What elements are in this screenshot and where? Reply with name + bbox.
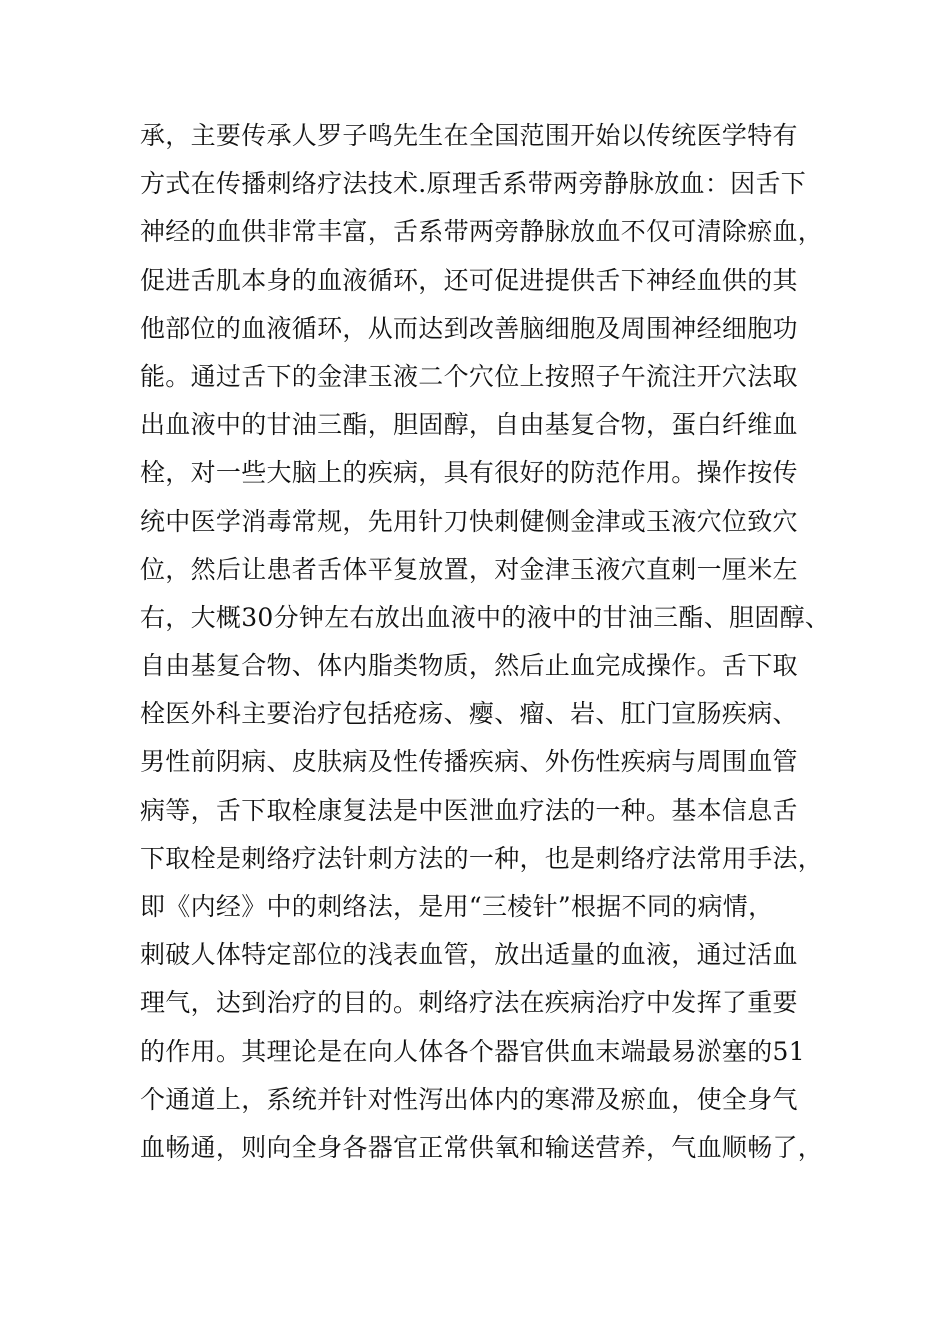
text-line: 病等，舌下取栓康复法是中医泄血疗法的一种。基本信息舌 xyxy=(140,795,798,825)
text-line: 方式在传播刺络疗法技术.原理舌系带两旁静脉放血：因舌下 xyxy=(140,169,807,199)
text-line: 栓医外科主要治疗包括疮疡、瘿、瘤、岩、肛门宣肠疾病、 xyxy=(140,699,798,729)
text-line: 位，然后让患者舌体平复放置，对金津玉液穴直刺一厘米左 xyxy=(140,554,798,584)
text-line: 下取栓是刺络疗法针刺方法的一种，也是刺络疗法常用手法， xyxy=(140,843,824,873)
text-line: 男性前阴病、皮肤病及性传播疾病、外伤性疾病与周围血管 xyxy=(140,747,798,777)
text-line: 血畅通，则向全身各器官正常供氧和输送营养，气血顺畅了， xyxy=(140,1132,824,1162)
text-line: 促进舌肌本身的血液循环，还可促进提供舌下神经血供的其 xyxy=(140,265,798,295)
text-line: 的作用。其理论是在向人体各个器官供血末端最易淤塞的51 xyxy=(140,1036,805,1066)
body-text xyxy=(140,112,840,1172)
text-line: 自由基复合物、体内脂类物质，然后止血完成操作。舌下取 xyxy=(140,651,798,681)
text-line: 统中医学消毒常规，先用针刀快刺健侧金津或玉液穴位致穴 xyxy=(140,506,798,536)
text-line: 他部位的血液循环，从而达到改善脑细胞及周围神经细胞功 xyxy=(140,313,798,343)
text-line: 能。通过舌下的金津玉液二个穴位上按照子午流注开穴法取 xyxy=(140,361,798,391)
text-line: 即《内经》中的刺络法，是用“三棱针”根据不同的病情， xyxy=(140,892,774,921)
text-line: 理气，达到治疗的目的。刺络疗法在疾病治疗中发挥了重要 xyxy=(140,988,798,1018)
text-line: 个通道上，系统并针对性泻出体内的寒滞及瘀血，使全身气 xyxy=(140,1084,798,1114)
text-line: 承，主要传承人罗子鸣先生在全国范围开始以传统医学特有 xyxy=(140,121,798,150)
text-line: 出血液中的甘油三酯，胆固醇，自由基复合物，蛋白纤维血 xyxy=(140,410,798,440)
text-line: 刺破人体特定部位的浅表血管，放出适量的血液，通过活血 xyxy=(140,940,798,970)
text-line: 神经的血供非常丰富，舌系带两旁静脉放血不仅可清除瘀血， xyxy=(140,217,824,247)
text-line: 右，大概30分钟左右放出血液中的液中的甘油三酯、胆固醇、 xyxy=(140,602,831,632)
text-line: 栓，对一些大脑上的疾病，具有很好的防范作用。操作按传 xyxy=(140,458,798,488)
